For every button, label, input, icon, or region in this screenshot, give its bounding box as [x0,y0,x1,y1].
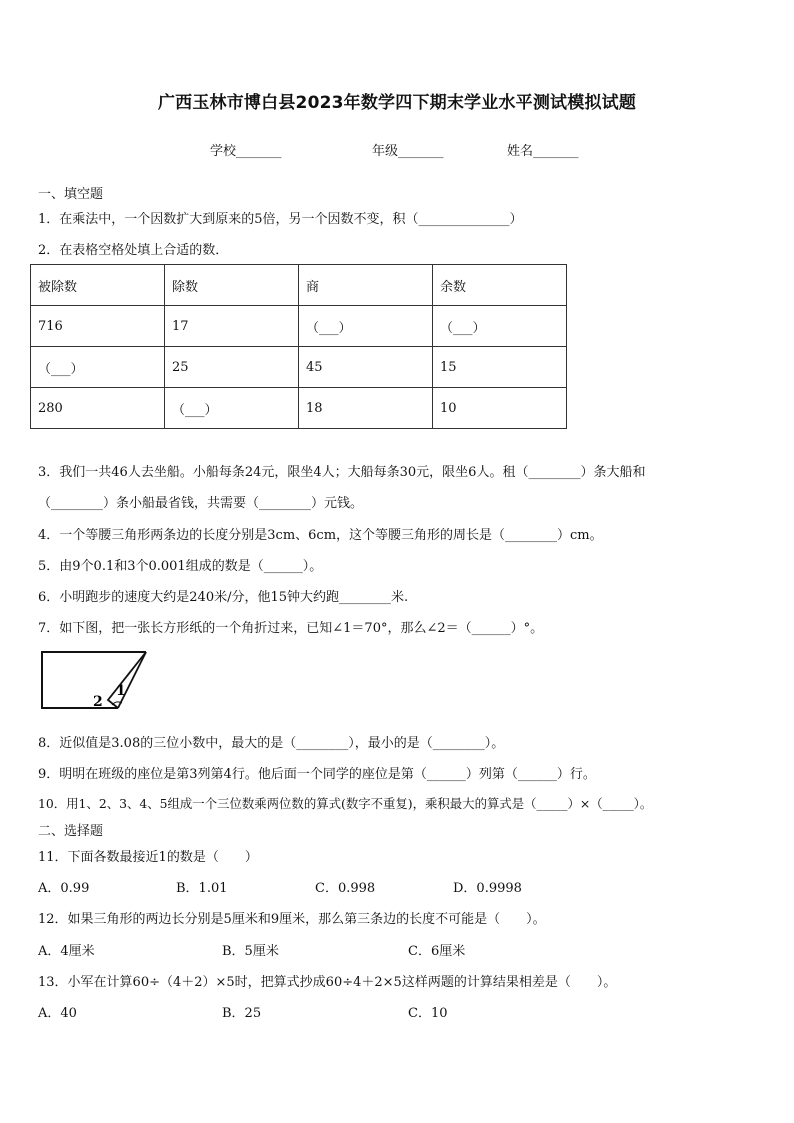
table-cell: 280 [31,388,165,429]
section-choice-heading: 二、选择题 [38,824,104,839]
angle-1-label: 1 [116,683,126,699]
folded-paper-figure [40,648,152,712]
question-4: 4．一个等腰三角形两条边的长度分别是3cm、6cm，这个等腰三角形的周长是（________）cm。 [38,528,603,543]
table-cell: （___） [433,306,567,347]
question-2: 2．在表格空格处填上合适的数． [38,243,229,258]
table-cell: 17 [165,306,299,347]
table-cell: 716 [31,306,165,347]
table-row [31,306,567,347]
q11-option-a: A．0.99 [38,881,90,896]
q11-option-b: B．1.01 [176,881,228,896]
table-cell: （___） [299,306,433,347]
q13-option-a: A．40 [38,1006,77,1021]
folded-corner [108,652,146,708]
grade-field: 年级_______ [372,144,444,159]
table-header-row [31,265,567,306]
q13-option-b: B．25 [222,1006,262,1021]
table-cell: （___） [31,347,165,388]
name-field: 姓名_______ [507,144,579,159]
question-12: 12．如果三角形的两边长分别是5厘米和9厘米，那么第三条边的长度不可能是（ ）。 [38,912,546,927]
table-cell: 10 [433,388,567,429]
question-10: 10．用1、2、3、4、5组成一个三位数乘两位数的算式(数字不重复)，乘积最大的算式是（_____）×（_____）。 [38,796,653,811]
question-13: 13．小军在计算60÷（4＋2）×5时，把算式抄成60÷4＋2×5这样两题的计算结果相差是（ ）。 [38,975,617,990]
school-field: 学校_______ [210,144,282,159]
question-11: 11．下面各数最接近1的数是（ ） [38,850,258,865]
question-3-line-2: （________）条小船最省钱，共需要（________）元钱。 [38,496,364,511]
table-row [31,388,567,429]
question-1: 1．在乘法中，一个因数扩大到原来的5倍，另一个因数不变，积（______________） [38,212,523,227]
table-cell: 45 [299,347,433,388]
question-3-line-1: 3．我们一共46人去坐船。小船每条24元，限坐4人；大船每条30元，限坐6人。租（________）条大船和 [38,465,646,480]
table-header-cell: 被除数 [31,265,165,306]
division-table [30,264,567,429]
question-9: 9．明明在班级的座位是第3列第4行。他后面一个同学的座位是第（______）列第（______）行。 [38,767,596,782]
table-cell: （___） [165,388,299,429]
fold-line [118,652,146,708]
section-fill-blank-heading: 一、填空题 [38,187,104,202]
table-header-cell: 除数 [165,265,299,306]
question-8: 8．近似值是3.08的三位小数中，最大的是（________），最小的是（________）。 [38,736,505,751]
angle-2-label: 2 [93,694,103,710]
table-cell: 18 [299,388,433,429]
table-row [31,347,567,388]
table-header-cell: 余数 [433,265,567,306]
q11-option-d: D．0.9998 [453,881,522,896]
question-7: 7．如下图，把一张长方形纸的一个角折过来，已知∠1＝70°，那么∠2＝（______）°。 [38,621,544,636]
q13-option-c: C．10 [408,1006,448,1021]
question-6: 6．小明跑步的速度大约是240米/分，他15钟大约跑________米. [38,590,409,605]
q12-option-c: C．6厘米 [408,944,466,959]
page-title: 广西玉林市博白县2023年数学四下期末学业水平测试模拟试题 [157,93,637,113]
q11-option-c: C．0.998 [315,881,376,896]
q12-option-b: B．5厘米 [222,944,279,959]
table-cell: 15 [433,347,567,388]
question-5: 5．由9个0.1和3个0.001组成的数是（______）。 [38,559,323,574]
q12-option-a: A．4厘米 [38,944,95,959]
table-header-cell: 商 [299,265,433,306]
table-cell: 25 [165,347,299,388]
